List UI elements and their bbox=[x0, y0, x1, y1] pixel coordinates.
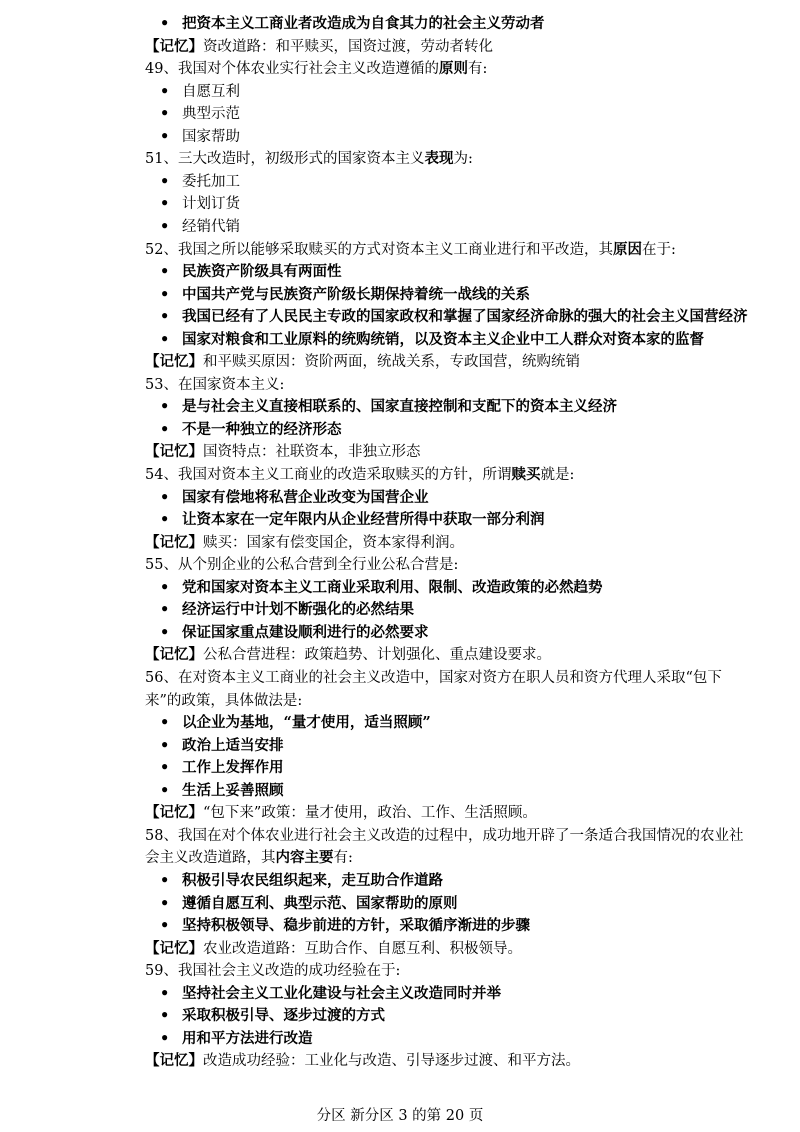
memory-text: 国资特点：社联资本，非独立形态 bbox=[203, 444, 421, 461]
bullet-item bbox=[160, 757, 770, 780]
memory-note bbox=[145, 802, 770, 825]
bullet-dot-icon: • bbox=[160, 871, 170, 889]
bullet-item bbox=[160, 870, 770, 893]
bullet-item bbox=[160, 509, 770, 532]
memory-note bbox=[145, 351, 770, 374]
bullet-item bbox=[160, 216, 770, 239]
bullet-item bbox=[160, 171, 770, 194]
question-line bbox=[145, 239, 770, 262]
question-line bbox=[145, 847, 770, 870]
bullet-item bbox=[160, 126, 770, 149]
bullet-item bbox=[160, 329, 770, 352]
bullet-dot-icon: • bbox=[160, 894, 170, 912]
bullet-text: 积极引导农民组织起来，走互助合作道路 bbox=[182, 871, 443, 889]
memory-note bbox=[145, 441, 770, 464]
bullet-item bbox=[160, 622, 770, 645]
bullet-item bbox=[160, 13, 770, 36]
memory-note bbox=[145, 532, 770, 555]
bullet-item bbox=[160, 712, 770, 735]
bullet-dot-icon: • bbox=[160, 781, 170, 799]
question-line bbox=[145, 148, 770, 171]
page-footer: 分区 新分区 3 的第 20 页 bbox=[316, 1108, 484, 1124]
memory-note bbox=[145, 644, 770, 667]
question-post: 为: bbox=[453, 151, 473, 168]
bullet-dot-icon: • bbox=[160, 736, 170, 754]
bullet-dot-icon: • bbox=[160, 488, 170, 506]
bullet-item bbox=[160, 599, 770, 622]
bullet-dot-icon: • bbox=[160, 195, 170, 213]
question-pre: 51、三大改造时，初级形式的国家资本主义 bbox=[145, 151, 425, 168]
bullet-text: 是与社会主义直接相联系的、国家直接控制和支配下的资本主义经济 bbox=[182, 398, 617, 416]
bullet-text: 把资本主义工商业者改造成为自食其力的社会主义劳动者 bbox=[182, 15, 545, 32]
bullet-dot-icon: • bbox=[160, 984, 170, 1002]
bullet-dot-icon: • bbox=[160, 601, 170, 619]
bullet-item bbox=[160, 261, 770, 284]
memory-tag: 【记忆】 bbox=[145, 533, 203, 551]
question-em: 表现 bbox=[424, 150, 454, 168]
question-pre: 55、从个别企业的公私合营到全行业公私合营是: bbox=[145, 557, 459, 574]
memory-tag: 【记忆】 bbox=[145, 646, 203, 664]
bullet-text: 遵循自愿互利、典型示范、国家帮助的原则 bbox=[182, 894, 458, 912]
bullet-text: 中国共产党与民族资产阶级长期保持着统一战线的关系 bbox=[182, 285, 530, 303]
question-pre: 49、我国对个体农业实行社会主义改造遵循的 bbox=[145, 61, 439, 78]
bullet-text: 我国已经有了人民民主专政的国家政权和掌握了国家经济命脉的强大的社会主义国营经济 bbox=[182, 308, 748, 326]
memory-tag: 【记忆】 bbox=[145, 939, 203, 957]
bullet-item bbox=[160, 103, 770, 126]
question-line bbox=[145, 374, 770, 397]
bullet-item bbox=[160, 396, 770, 419]
bullet-text: 经济运行中计划不断强化的必然结果 bbox=[182, 601, 414, 619]
memory-tag: 【记忆】 bbox=[145, 37, 203, 55]
question-line bbox=[145, 960, 770, 983]
question-line bbox=[145, 58, 770, 81]
bullet-dot-icon: • bbox=[160, 308, 170, 326]
memory-note bbox=[145, 1050, 770, 1073]
bullet-dot-icon: • bbox=[160, 285, 170, 303]
memory-text: 农业改造道路：互助合作、自愿互利、积极领导。 bbox=[203, 940, 522, 957]
bullet-item bbox=[160, 1028, 770, 1051]
bullet-dot-icon: • bbox=[160, 330, 170, 348]
bullet-dot-icon: • bbox=[160, 218, 170, 235]
bullet-dot-icon: • bbox=[160, 714, 170, 732]
bullet-text: 保证国家重点建设顺利进行的必然要求 bbox=[182, 623, 429, 641]
bullet-item bbox=[160, 284, 770, 307]
bullet-item bbox=[160, 983, 770, 1006]
question-line bbox=[145, 690, 770, 713]
bullet-dot-icon: • bbox=[160, 15, 170, 32]
bullet-dot-icon: • bbox=[160, 623, 170, 641]
bullet-text: 坚持社会主义工业化建设与社会主义改造同时并举 bbox=[182, 984, 501, 1002]
question-pre: 来”的政策，具体做法是: bbox=[145, 692, 303, 709]
bullet-text: 不是一种独立的经济形态 bbox=[182, 420, 342, 438]
bullet-text: 工作上发挥作用 bbox=[182, 759, 284, 777]
question-line bbox=[145, 667, 770, 690]
question-pre: 53、在国家资本主义: bbox=[145, 376, 285, 393]
question-em: 原则 bbox=[438, 60, 468, 78]
bullet-dot-icon: • bbox=[160, 759, 170, 777]
bullet-item bbox=[160, 81, 770, 104]
memory-text: 公私合营进程：政策趋势、计划强化、重点建设要求。 bbox=[203, 647, 551, 664]
bullet-text: 以企业为基地，“量才使用，适当照顾” bbox=[182, 714, 431, 732]
bullet-dot-icon: • bbox=[160, 420, 170, 438]
bullet-dot-icon: • bbox=[160, 263, 170, 281]
question-pre: 56、在对资本主义工商业的社会主义改造中，国家对资方在职人员和资方代理人采取“包下 bbox=[145, 670, 722, 686]
bullet-dot-icon: • bbox=[160, 1029, 170, 1047]
bullet-text: 国家帮助 bbox=[182, 128, 240, 145]
question-pre: 54、我国对资本主义工商业的改造采取赎买的方针，所谓 bbox=[145, 467, 512, 483]
bullet-text: 让资本家在一定年限内从企业经营所得中获取一部分利润 bbox=[182, 511, 545, 529]
bullet-text: 党和国家对资本主义工商业采取利用、限制、改造政策的必然趋势 bbox=[182, 578, 603, 596]
memory-note bbox=[145, 938, 770, 961]
bullet-item bbox=[160, 419, 770, 442]
bullet-dot-icon: • bbox=[160, 578, 170, 596]
bullet-text: 自愿互利 bbox=[182, 83, 240, 100]
bullet-item bbox=[160, 193, 770, 216]
bullet-text: 政治上适当安排 bbox=[182, 736, 284, 754]
question-pre: 52、我国之所以能够采取赎买的方式对资本主义工商业进行和平改造，其 bbox=[145, 241, 613, 258]
bullet-item bbox=[160, 487, 770, 510]
bullet-dot-icon: • bbox=[160, 398, 170, 416]
question-post: 有: bbox=[333, 850, 353, 867]
bullet-item bbox=[160, 915, 770, 938]
memory-text: 赎买：国家有偿变国企，资本家得利润。 bbox=[203, 534, 464, 551]
bullet-text: 采取积极引导、逐步过渡的方式 bbox=[182, 1007, 385, 1025]
question-em: 内容主要 bbox=[275, 849, 334, 867]
bullet-item bbox=[160, 577, 770, 600]
bullet-text: 用和平方法进行改造 bbox=[182, 1029, 313, 1047]
memory-text: 改造成功经验：工业化与改造、引导逐步过渡、和平方法。 bbox=[203, 1053, 580, 1070]
question-pre: 会主义改造道路，其 bbox=[145, 850, 276, 867]
question-line bbox=[145, 464, 770, 487]
bullet-item bbox=[160, 1005, 770, 1028]
question-line bbox=[145, 554, 770, 577]
bullet-text: 计划订货 bbox=[182, 196, 240, 213]
bullet-text: 生活上妥善照顾 bbox=[182, 781, 284, 799]
bullet-text: 经销代销 bbox=[182, 219, 240, 235]
question-pre: 58、我国在对个体农业进行社会主义改造的过程中，成功地开辟了一条适合我国情况的农业社 bbox=[145, 827, 744, 844]
bullet-dot-icon: • bbox=[160, 127, 170, 145]
memory-text: 资改道路：和平赎买，国资过渡，劳动者转化 bbox=[203, 38, 493, 55]
bullet-text: 国家有偿地将私营企业改变为国营企业 bbox=[182, 488, 429, 506]
memory-tag: 【记忆】 bbox=[145, 443, 203, 461]
memory-tag: 【记忆】 bbox=[145, 353, 203, 371]
bullet-text: 典型示范 bbox=[182, 106, 240, 123]
memory-note bbox=[145, 36, 770, 59]
bullet-text: 坚持积极领导、稳步前进的方针，采取循序渐进的步骤 bbox=[182, 917, 530, 934]
question-line bbox=[145, 825, 770, 848]
bullet-item bbox=[160, 735, 770, 758]
bullet-dot-icon: • bbox=[160, 511, 170, 529]
question-post: 在于: bbox=[641, 241, 676, 258]
bullet-text: 委托加工 bbox=[182, 173, 240, 190]
question-pre: 59、我国社会主义改造的成功经验在于: bbox=[145, 963, 401, 980]
memory-tag: 【记忆】 bbox=[145, 804, 203, 822]
memory-tag: 【记忆】 bbox=[145, 1052, 203, 1070]
bullet-dot-icon: • bbox=[160, 105, 170, 123]
question-em: 原因 bbox=[612, 240, 642, 258]
bullet-text: 民族资产阶级具有两面性 bbox=[182, 263, 342, 281]
bullet-dot-icon: • bbox=[160, 82, 170, 100]
question-post: 就是: bbox=[540, 467, 575, 483]
memory-text: “包下来”政策：量才使用，政治、工作、生活照顾。 bbox=[203, 805, 537, 822]
question-post: 有: bbox=[467, 61, 488, 78]
bullet-dot-icon: • bbox=[160, 1007, 170, 1025]
bullet-dot-icon: • bbox=[160, 917, 170, 934]
bullet-dot-icon: • bbox=[160, 172, 170, 190]
bullet-text: 国家对粮食和工业原料的统购统销，以及资本主义企业中工人群众对资本家的监督 bbox=[182, 330, 704, 348]
memory-text: 和平赎买原因：资阶两面，统战关系，专政国营，统购统销 bbox=[203, 354, 580, 371]
bullet-item bbox=[160, 780, 770, 803]
bullet-item bbox=[160, 306, 770, 329]
bullet-item bbox=[160, 893, 770, 916]
question-em: 赎买 bbox=[511, 466, 541, 483]
